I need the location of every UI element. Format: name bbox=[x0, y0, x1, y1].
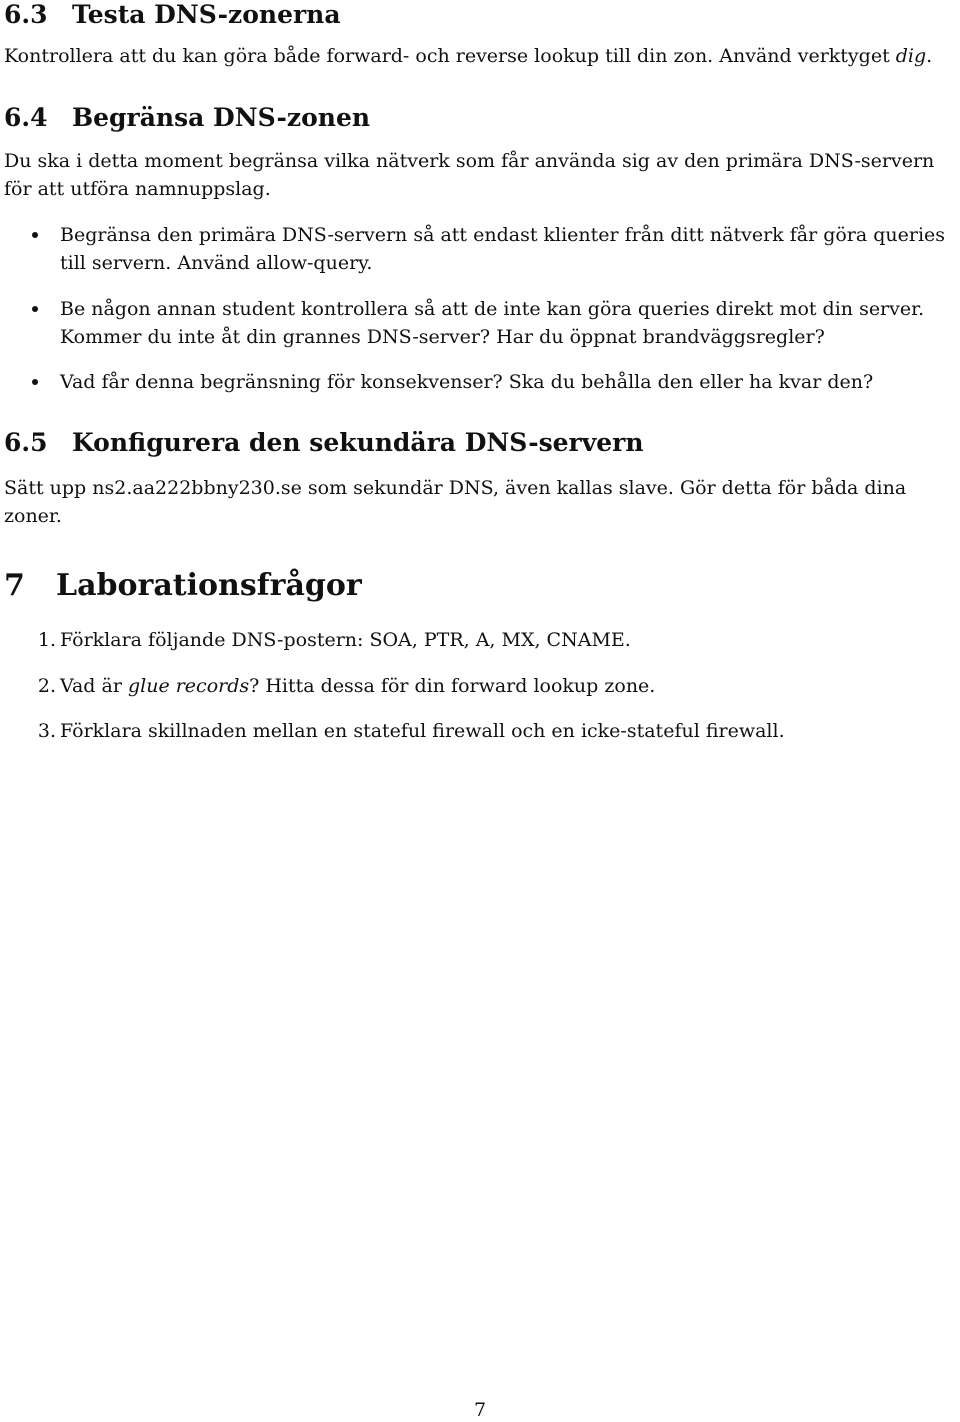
bullet-text: Vad får denna begränsning för konsekvenser? Ska du behålla den eller ha kvar den? bbox=[60, 371, 874, 393]
question-item bbox=[4, 626, 956, 654]
glue-records-term: glue records bbox=[127, 675, 250, 697]
section-number: 6.3 bbox=[4, 0, 48, 29]
section-heading-6-3 bbox=[4, 0, 341, 30]
question-text: Förklara följande DNS-postern: SOA, PTR, A, MX, CNAME. bbox=[60, 629, 631, 651]
chapter-number: 7 bbox=[4, 568, 25, 603]
section-title: Begränsa DNS-zonen bbox=[72, 103, 371, 132]
section-heading-6-4 bbox=[4, 103, 370, 133]
bullet-item bbox=[4, 368, 956, 396]
tool-name: dig bbox=[895, 45, 927, 67]
question-text: Förklara skillnaden mellan en stateful firewall och en icke-stateful firewall. bbox=[60, 720, 785, 742]
bullet-item bbox=[4, 221, 956, 277]
question-text bbox=[60, 672, 956, 700]
chapter-heading-7 bbox=[4, 568, 362, 604]
bullet-item bbox=[4, 295, 956, 351]
question-text-start: Vad är bbox=[60, 675, 128, 697]
question-number: 3. bbox=[37, 720, 56, 742]
bullet-icon bbox=[32, 306, 38, 312]
section-heading-6-5 bbox=[4, 428, 644, 458]
page-number: 7 bbox=[473, 1399, 487, 1421]
section-number: 6.5 bbox=[4, 428, 48, 457]
question-item bbox=[4, 672, 956, 700]
section-6-5-paragraph: Sätt upp ns2.aa222bbny230.se som sekundär DNS, även kallas slave. Gör detta för båda dina zoner. bbox=[4, 477, 907, 527]
question-number: 1. bbox=[37, 629, 56, 651]
bullet-icon bbox=[32, 232, 38, 238]
bullet-text: Be någon annan student kontrollera så att de inte kan göra queries direkt mot din server. Kommer du inte åt din grannes DNS-server? Har du öppnat brandväggsregler? bbox=[60, 298, 925, 348]
section-6-3-paragraph bbox=[4, 42, 956, 70]
paragraph-text: Kontrollera att du kan göra både forward- och reverse lookup till din zon. Använd verktyget bbox=[4, 45, 896, 67]
question-number: 2. bbox=[37, 675, 56, 697]
section-6-4-paragraph: Du ska i detta moment begränsa vilka nätverk som får använda sig av den primära DNS-servern för att utföra namnuppslag. bbox=[4, 150, 935, 200]
section-title: Testa DNS-zonerna bbox=[72, 0, 341, 29]
question-text-end: ? Hitta dessa för din forward lookup zone. bbox=[249, 675, 656, 697]
section-title: Konfigurera den sekundära DNS-servern bbox=[72, 428, 644, 457]
bullet-icon bbox=[32, 379, 38, 385]
section-number: 6.4 bbox=[4, 103, 48, 132]
paragraph-period: . bbox=[926, 45, 933, 67]
bullet-text: Begränsa den primära DNS-servern så att endast klienter från ditt nätverk får göra queries till servern. Använd allow-query. bbox=[60, 224, 946, 274]
chapter-title: Laborationsfrågor bbox=[56, 568, 362, 603]
question-item bbox=[4, 717, 956, 745]
